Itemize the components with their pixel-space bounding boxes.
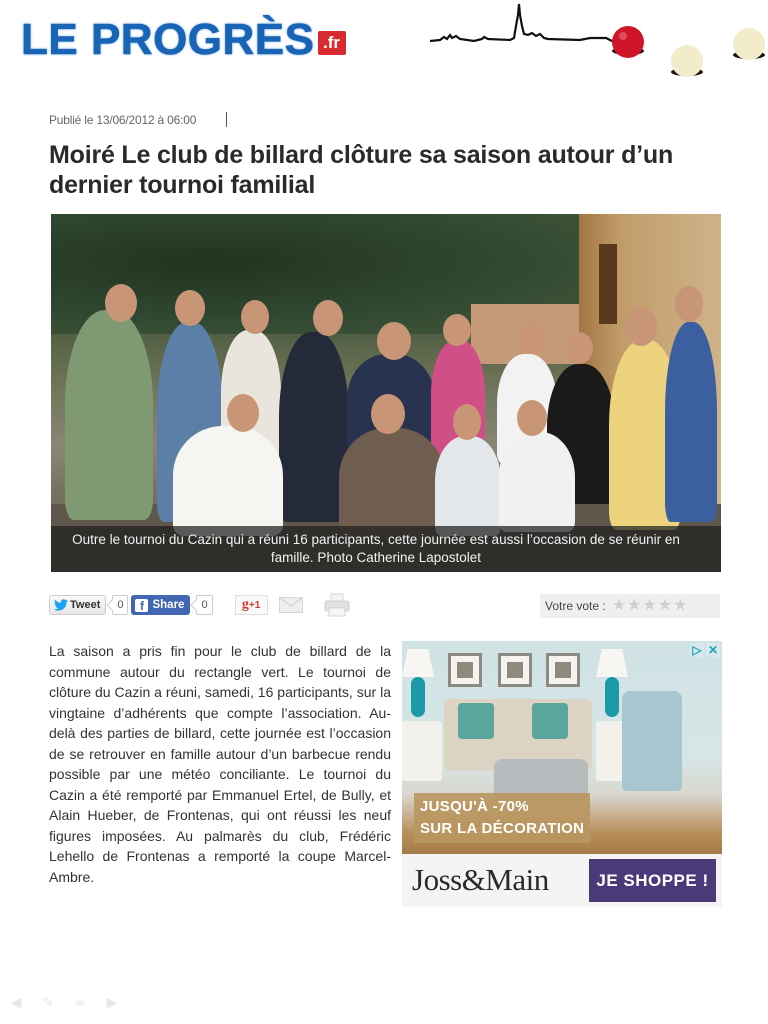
ad-pillow: [458, 703, 494, 739]
article-body: La saison a pris fin pour le club de billard de la commune autour du rectangle vert. Le tournoi de clôture du Cazin a réuni, samedi, 16 participants, sur la vingtaine d’adhérents que compte l’association. Au-delà des parties de billard, cette journée est l’occasion de se retrouver en famille autour d’un barbecue rendu possible par une météo conciliante. Le tournoi du Cazin a été remporté par Emmanuel Ertel, de Bully, et Alain Hueber, de Frontenas, qui ont réussi les neuf figures imposées. Au palmarès du club, Frédéric Lehello de Frontenas a remporté la coupe Marcel-Ambre.: [49, 643, 391, 885]
adchoices-icon[interactable]: ▷: [690, 643, 704, 657]
photo-person-head: [313, 300, 343, 336]
star-icon[interactable]: ★: [611, 597, 627, 614]
photo-person: [435, 436, 501, 536]
meta-divider: [226, 112, 227, 127]
photo-person-head: [175, 290, 205, 326]
billiard-skyline-banner: [430, 0, 768, 85]
logo-suffix: .fr: [318, 31, 346, 55]
menu-icon[interactable]: ≡: [75, 994, 85, 1010]
ad-promo-line2: SUR LA DÉCORATION: [420, 820, 585, 837]
photo-person-head: [625, 308, 657, 346]
ad-frame: [448, 653, 482, 687]
ad-lamp-base: [605, 677, 619, 717]
photo-person: [339, 428, 445, 538]
logo-text: LE PROGRÈS: [21, 15, 315, 64]
article-photo[interactable]: [51, 214, 721, 572]
site-logo[interactable]: [21, 16, 346, 64]
pencil-icon[interactable]: ✎: [42, 994, 54, 1010]
ad-side-table: [402, 721, 442, 781]
ad-frame: [546, 653, 580, 687]
photo-person: [65, 310, 153, 520]
star-icon[interactable]: ★: [657, 597, 673, 614]
google-plus-suffix: +1: [248, 600, 261, 611]
ad-lamp: [402, 649, 434, 677]
google-plus-icon: g: [241, 597, 249, 612]
photo-person-head: [519, 322, 545, 354]
ad-brand-logo: Joss&Main: [412, 862, 549, 897]
ad-footer: [402, 854, 722, 907]
photo-person-head: [377, 322, 411, 360]
photo-person-head: [565, 332, 593, 364]
photo-person: [173, 426, 283, 536]
facebook-count: 0: [196, 595, 212, 615]
facebook-share-button[interactable]: [131, 595, 190, 615]
ad-image: [402, 641, 722, 854]
photo-person: [665, 322, 717, 522]
email-share-icon[interactable]: [279, 597, 303, 613]
ad-choices: [690, 643, 720, 657]
back-arrow-icon[interactable]: ◀: [10, 994, 22, 1010]
ad-promo-line1: JUSQU'À -70%: [420, 798, 529, 815]
ad-frame: [498, 653, 532, 687]
photo-person-head: [453, 404, 481, 440]
ad-pillow: [532, 703, 568, 739]
share-bar: [49, 594, 350, 616]
facebook-icon: f: [135, 599, 148, 612]
ad-armchair: [622, 691, 682, 791]
rating-stars: [612, 598, 688, 614]
vote-label: Votre vote :: [545, 599, 606, 613]
photo-window: [599, 244, 617, 324]
ad-cta-button[interactable]: JE SHOPPE !: [589, 859, 716, 902]
masthead: [0, 0, 768, 85]
photo-person-head: [443, 314, 471, 346]
twitter-bird-icon: [54, 599, 68, 611]
vote-widget: [540, 594, 720, 618]
ad-lamp: [596, 649, 628, 677]
bottom-nav: [8, 994, 120, 1010]
photo-person-head: [371, 394, 405, 434]
ad-close-icon[interactable]: ✕: [707, 643, 719, 657]
ad-lamp-base: [411, 677, 425, 717]
photo-person-head: [241, 300, 269, 334]
photo-person-head: [675, 286, 703, 322]
photo-person-head: [105, 284, 137, 322]
photo-person-head: [517, 400, 547, 436]
star-icon[interactable]: ★: [627, 597, 642, 614]
photo-person-head: [227, 394, 259, 432]
tweet-label: Tweet: [70, 599, 101, 611]
star-icon[interactable]: ★: [642, 597, 657, 614]
google-plus-button[interactable]: [235, 595, 268, 615]
photo-caption: Outre le tournoi du Cazin qui a réuni 16 participants, cette journée est aussi l’occasion de se réunir en famille. Photo Catherine Lapostolet: [51, 526, 721, 572]
tweet-button[interactable]: [49, 595, 106, 615]
star-icon[interactable]: ★: [673, 597, 688, 614]
facebook-share-label: Share: [152, 599, 185, 611]
publish-date: Publié le 13/06/2012 à 06:00: [49, 113, 197, 127]
print-icon[interactable]: [324, 593, 350, 617]
advertisement[interactable]: [402, 641, 722, 907]
article-headline: Moiré Le club de billard clôture sa saison autour d’un dernier tournoi familial: [49, 141, 674, 199]
forward-arrow-icon[interactable]: ▶: [106, 994, 118, 1010]
photo-person: [499, 432, 575, 532]
tweet-count: 0: [112, 595, 128, 615]
ad-promo: [414, 793, 590, 843]
